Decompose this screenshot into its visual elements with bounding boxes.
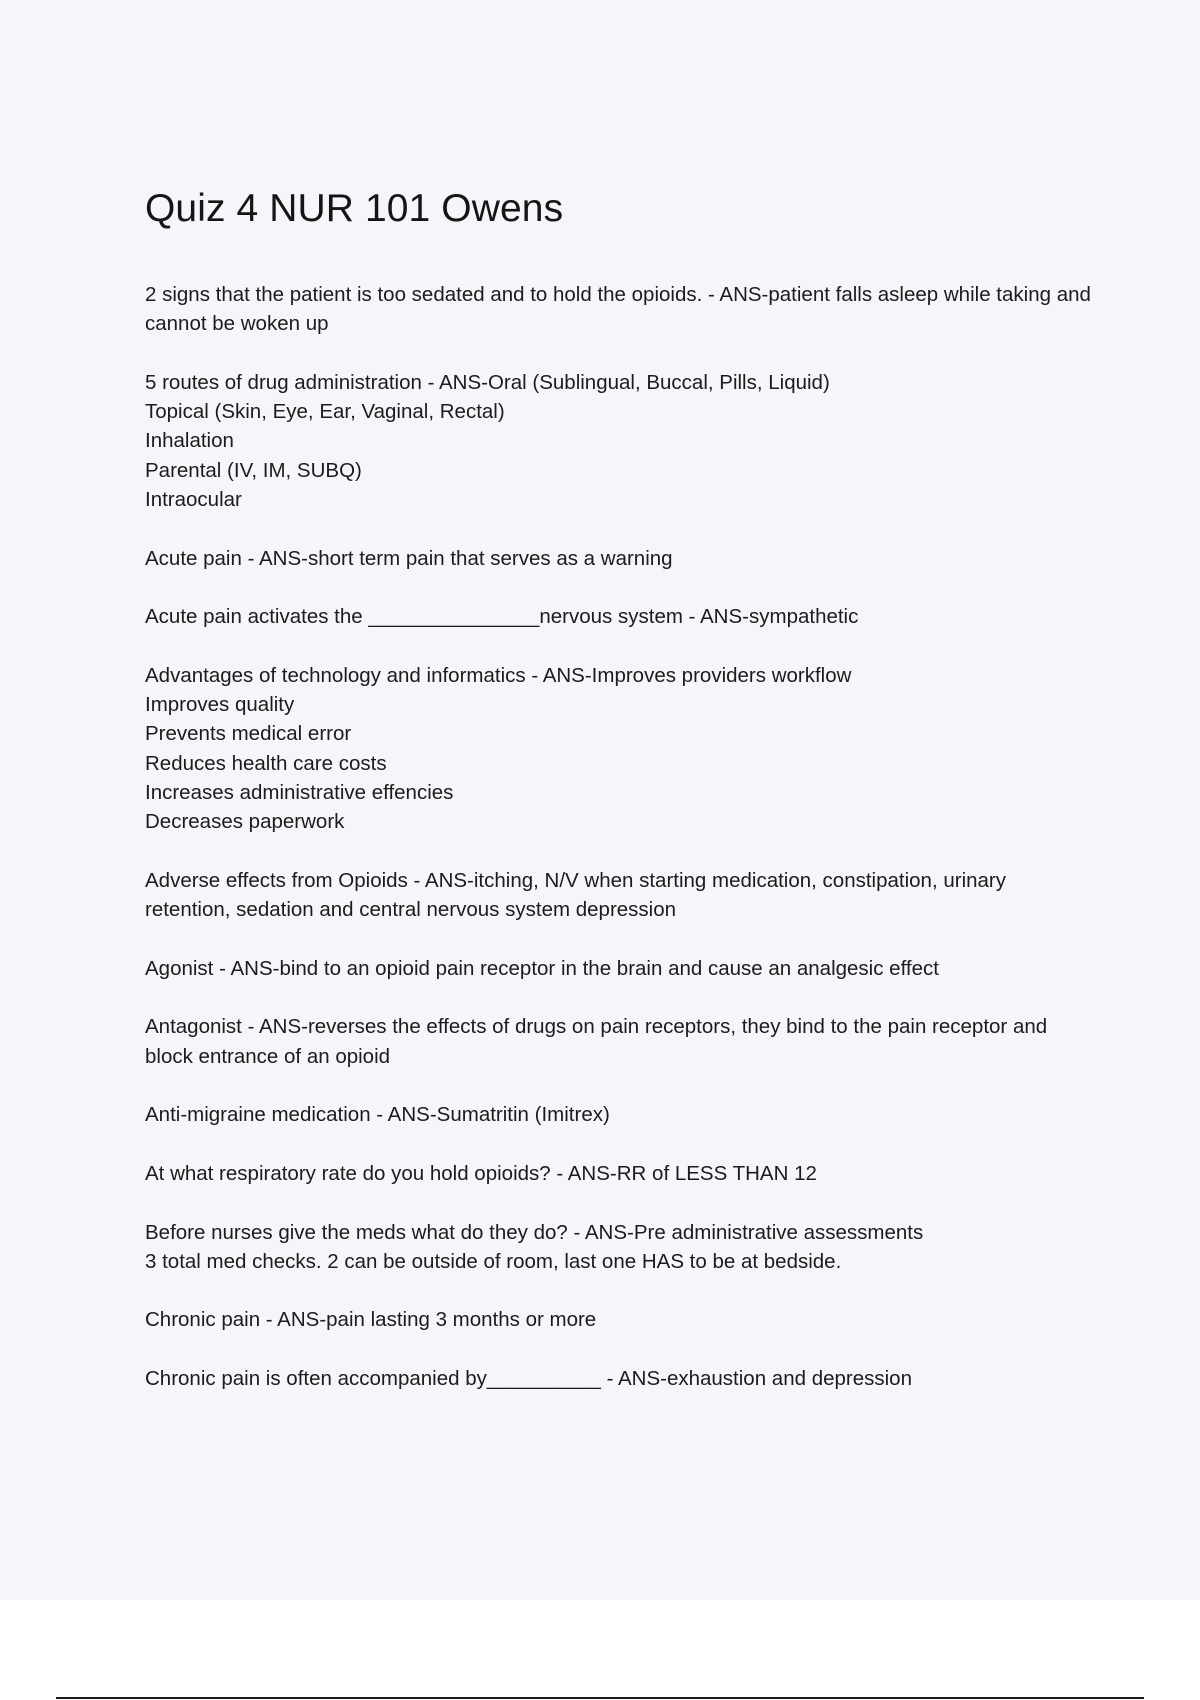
qa-item-13: Chronic pain is often accompanied by__________ - ANS-exhaustion and depression [145, 1366, 912, 1390]
qa-item-10: At what respiratory rate do you hold opioids? - ANS-RR of LESS THAN 12 [145, 1161, 817, 1185]
qa-item-9: Anti-migraine medication - ANS-Sumatritin (Imitrex) [145, 1103, 610, 1127]
qa-item-12: Chronic pain - ANS-pain lasting 3 months or more [145, 1308, 597, 1332]
footer-divider [56, 1697, 1144, 1699]
document-title: Quiz 4 NUR 101 Owens [145, 187, 564, 230]
qa-item-5: Advantages of technology and informatics - ANS-Improves providers workflow Improves quality Prevents medical error Reduces health care costs Increases administrative effencies Decreases paperwork [145, 663, 852, 834]
qa-item-1: 2 signs that the patient is too sedated and to hold the opioids. - ANS-patient falls asleep while taking and cannot be woken up [145, 283, 1091, 336]
qa-item-7: Agonist - ANS-bind to an opioid pain receptor in the brain and cause an analgesic effect [145, 956, 939, 980]
document-content [145, 182, 1095, 1423]
qa-list [145, 280, 1095, 1393]
qa-item-6: Adverse effects from Opioids - ANS-itching, N/V when starting medication, constipation, urinary retention, sedation and central nervous system depression [145, 868, 1007, 922]
qa-item-11: Before nurses give the meds what do they do? - ANS-Pre administrative assessments 3 total med checks. 2 can be outside of room, last one HAS to be at bedside. [145, 1220, 924, 1273]
qa-item-8: Antagonist - ANS-reverses the effects of drugs on pain receptors, they bind to the pain receptor and block entrance of an opioid [145, 1015, 1048, 1068]
qa-item-3: Acute pain - ANS-short term pain that serves as a warning [145, 546, 673, 570]
qa-item-4: Acute pain activates the _______________nervous system - ANS-sympathetic [145, 605, 859, 629]
qa-item-2: 5 routes of drug administration - ANS-Oral (Sublingual, Buccal, Pills, Liquid) Topical (Skin, Eye, Ear, Vaginal, Rectal) Inhalation Parental (IV, IM, SUBQ) Intraocular [145, 370, 830, 512]
